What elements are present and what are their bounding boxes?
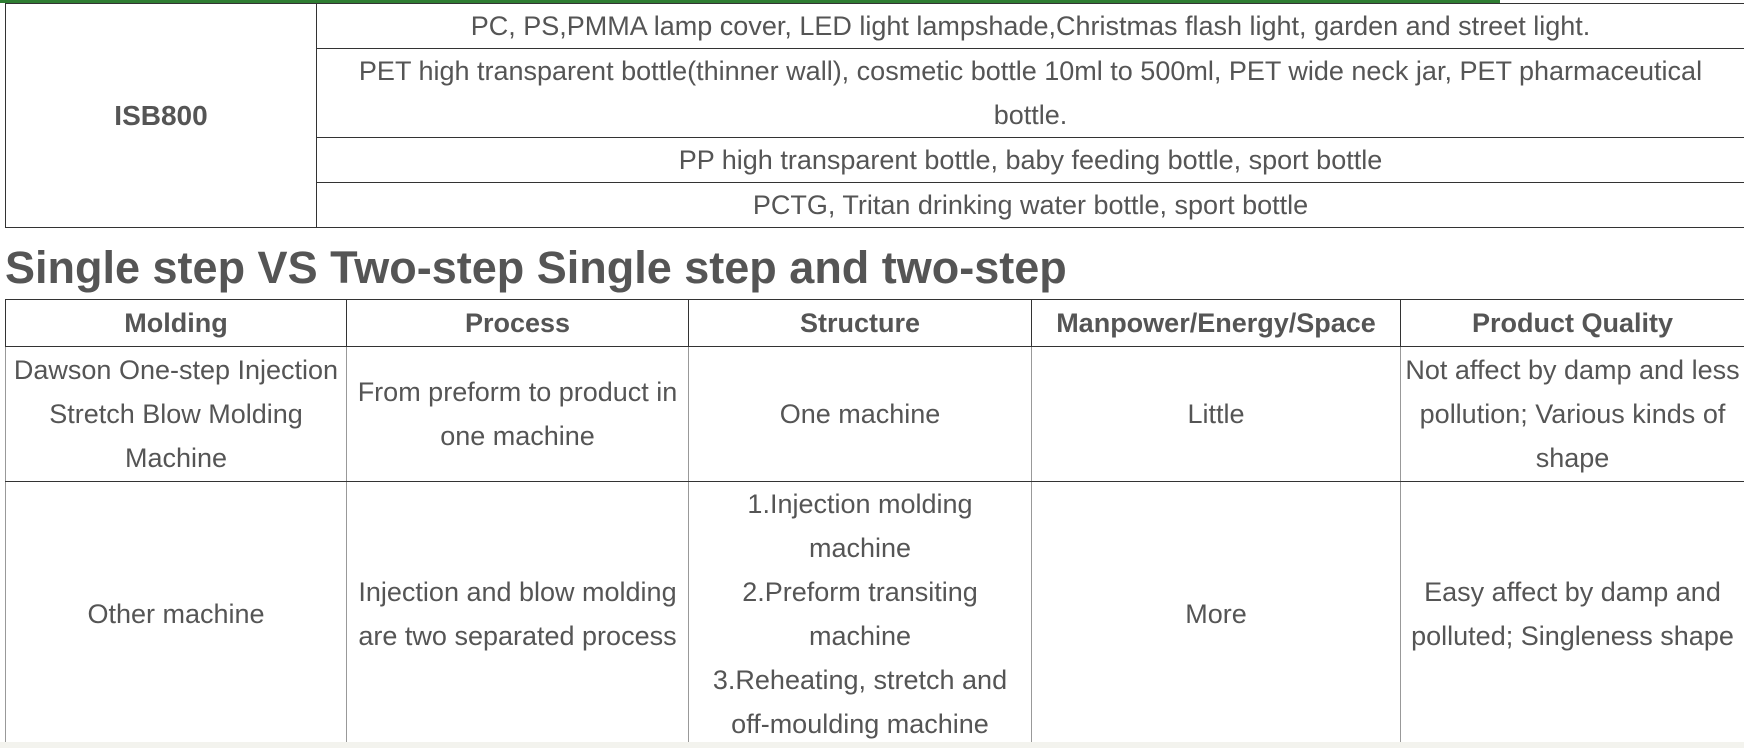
molding-cell: Other machine <box>6 482 347 748</box>
quality-cell: Not affect by damp and less pollution; Various kinds of shape <box>1401 347 1744 482</box>
table-header-row <box>6 300 1744 347</box>
molding-cell: Dawson One-step Injection Stretch Blow Molding Machine <box>6 347 347 482</box>
structure-cell <box>689 482 1032 748</box>
structure-line: 1.Injection molding machine <box>747 489 973 563</box>
quality-cell: Easy affect by damp and polluted; Singleness shape <box>1401 482 1744 748</box>
header-process: Process <box>347 300 689 347</box>
structure-line: 3.Reheating, stretch and off-moulding machine <box>712 665 1008 739</box>
structure-line: One machine <box>779 399 941 429</box>
manpower-cell: Little <box>1032 347 1401 482</box>
bottom-strip <box>0 742 1744 748</box>
application-cell: PC, PS,PMMA lamp cover, LED light lampshade,Christmas flash light, garden and street light. <box>317 4 1744 49</box>
section-title: Single step VS Two-step Single step and two-step <box>5 242 1067 293</box>
header-molding: Molding <box>6 300 347 347</box>
applications-table <box>5 3 1744 228</box>
comparison-table <box>5 299 1744 748</box>
application-cell: PCTG, Tritan drinking water bottle, sport bottle <box>317 183 1744 228</box>
application-cell: PP high transparent bottle, baby feeding bottle, sport bottle <box>317 138 1744 183</box>
table-row <box>6 482 1744 748</box>
application-cell: PET high transparent bottle(thinner wall), cosmetic bottle 10ml to 500ml, PET wide neck jar, PET pharmaceutical bottle. <box>317 49 1744 138</box>
header-manpower: Manpower/Energy/Space <box>1032 300 1401 347</box>
table-row <box>6 4 1744 49</box>
structure-line: 2.Preform transiting machine <box>742 577 978 651</box>
header-structure: Structure <box>689 300 1032 347</box>
process-cell: From preform to product in one machine <box>347 347 689 482</box>
table-row <box>6 347 1744 482</box>
header-quality: Product Quality <box>1401 300 1744 347</box>
model-name-cell: ISB800 <box>6 4 317 228</box>
process-cell: Injection and blow molding are two separated process <box>347 482 689 748</box>
manpower-cell: More <box>1032 482 1401 748</box>
structure-cell <box>689 347 1032 482</box>
